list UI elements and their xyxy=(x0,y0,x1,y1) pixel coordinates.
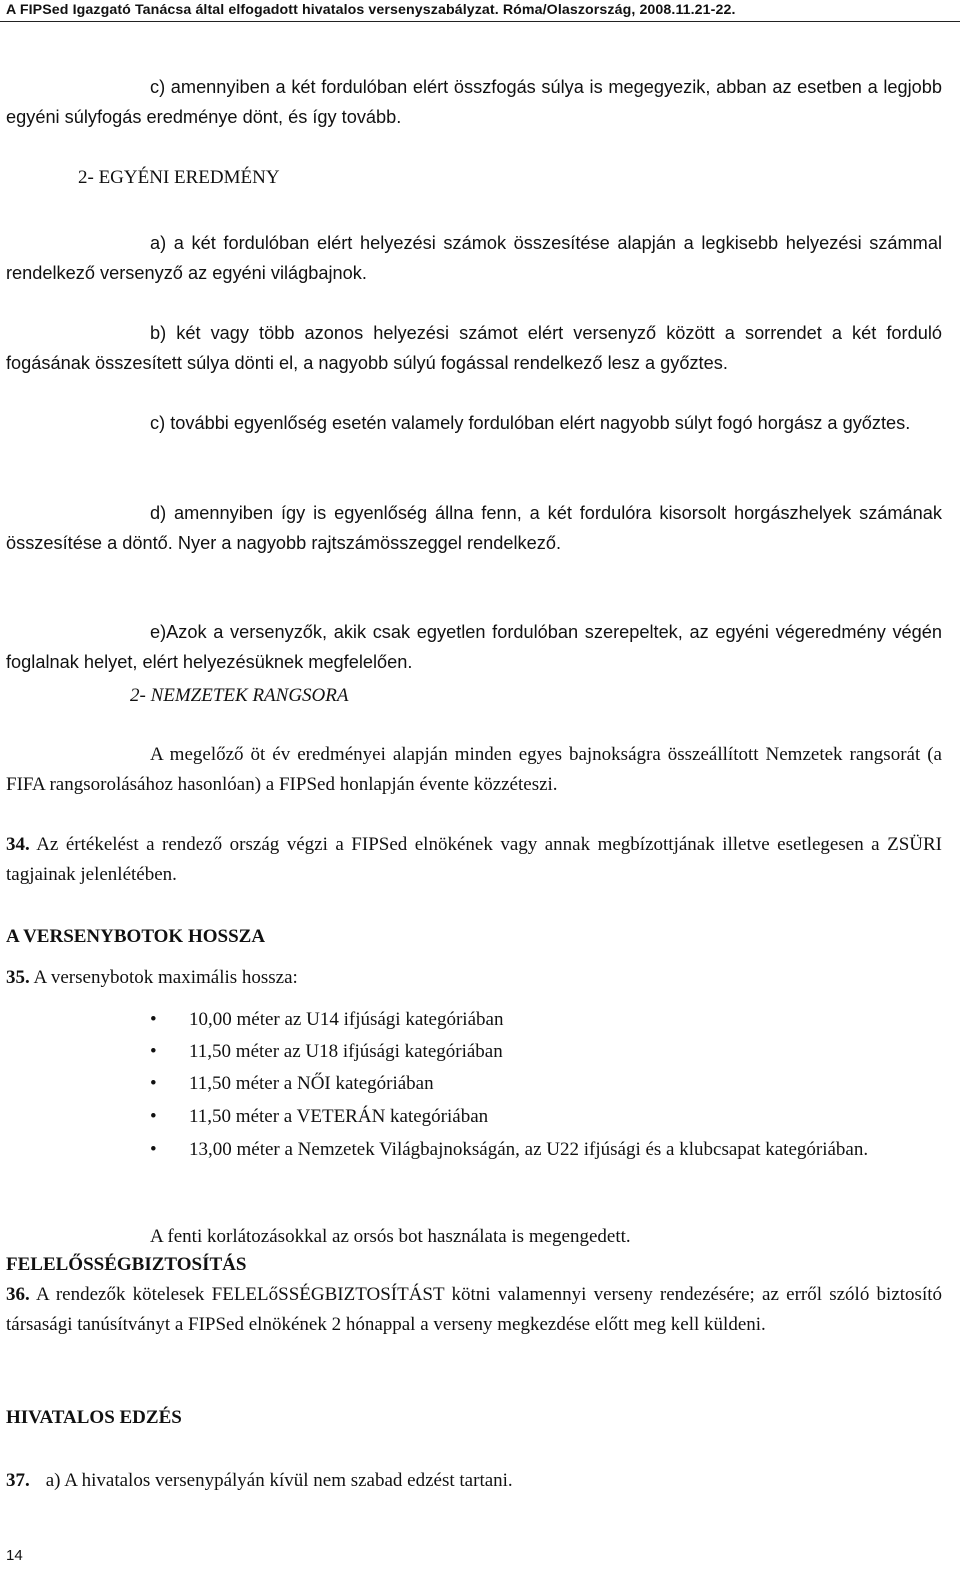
bullet-icon: • xyxy=(150,1073,157,1094)
section-37-number: 37. xyxy=(6,1470,30,1491)
list-item: 11,50 méter az U18 ifjúsági kategóriában xyxy=(189,1041,503,1062)
section-37 xyxy=(6,1466,942,1496)
running-header: A FIPSed Igazgató Tanácsa által elfogadott hivatalos versenyszabályzat. Róma/Olaszország, 2008.11.21-22. xyxy=(6,2,736,18)
section-36-number: 36. xyxy=(6,1284,30,1305)
paragraph-nemzetek: A megelőző öt év eredményei alapján minden egyes bajnokságra összeállított Nemzetek rangsorát (a FIFA rangsorolásához hasonlóan) a FIPSed honlapján évente közzéteszi. xyxy=(6,744,942,795)
page-number: 14 xyxy=(6,1547,23,1564)
paragraph-a: a) a két fordulóban elért helyezési számok összesítése alapján a legkisebb helyezési számmal rendelkező versenyző az egyéni világbajnok. xyxy=(6,233,942,283)
section-37-text: a) A hivatalos versenypályán kívül nem szabad edzést tartani. xyxy=(45,1470,513,1491)
heading-nemzetek-rangsora: 2- NEMZETEK RANGSORA xyxy=(130,685,349,706)
paragraph-c-top: c) amennyiben a két fordulóban elért összfogás súlya is megegyezik, abban az esetben a legjobb egyéni súlyfogás eredménye dönt, és így tovább. xyxy=(6,77,942,127)
bullet-icon: • xyxy=(150,1009,157,1030)
section-35-number: 35. xyxy=(6,967,30,988)
list-item: 10,00 méter az U14 ifjúsági kategóriában xyxy=(189,1009,504,1030)
paragraph-c: c) további egyenlőség esetén valamely fordulóban elért nagyobb súlyt fogó horgász a győztes. xyxy=(150,413,911,433)
section-35 xyxy=(6,963,942,993)
section-36 xyxy=(6,1280,942,1340)
paragraph-d: d) amennyiben így is egyenlőség állna fenn, a két fordulóra kisorsolt horgászhelyek számának összesítése a döntő. Nyer a nagyobb rajtszámösszeggel rendelkező. xyxy=(6,503,942,553)
list-item: 13,00 méter a Nemzetek Világbajnokságán, az U22 ifjúsági és a klubcsapat kategóriában. xyxy=(189,1139,869,1160)
bullet-icon: • xyxy=(150,1106,157,1127)
list-item: 11,50 méter a VETERÁN kategóriában xyxy=(189,1106,489,1127)
heading-versenybotok-hossza: A VERSENYBOTOK HOSSZA xyxy=(6,926,266,947)
paragraph-e: e)Azok a versenyzők, akik csak egyetlen fordulóban szerepeltek, az egyéni végeredmény végén foglalnak helyet, elért helyezésüknek megfelelően. xyxy=(6,622,942,672)
section-34 xyxy=(6,830,942,890)
bullet-icon: • xyxy=(150,1041,157,1062)
section-34-text: Az értékelést a rendező ország végzi a FIPSed elnökének vagy annak megbízottjának illetve esetlegesen a ZSÜRI tagjainak jelenlétében. xyxy=(6,834,942,885)
paragraph-b: b) két vagy több azonos helyezési számot elért versenyző között a sorrendet a két forduló fogásának összesített súlya dönti el, a nagyobb súlyú fogással rendelkező lesz a győztes. xyxy=(6,323,942,373)
heading-hivatalos-edzes: HIVATALOS EDZÉS xyxy=(6,1407,182,1428)
section-34-number: 34. xyxy=(6,834,30,855)
heading-felelossegbiztositas: FELELŐSSÉGBIZTOSÍTÁS xyxy=(6,1254,247,1275)
section-35-text: A versenybotok maximális hossza: xyxy=(33,967,298,988)
heading-egyeni-eredmeny: 2- EGYÉNI EREDMÉNY xyxy=(78,167,280,188)
note-orsos-bot: A fenti korlátozásokkal az orsós bot használata is megengedett. xyxy=(150,1226,631,1247)
list-item: 11,50 méter a NŐI kategóriában xyxy=(189,1073,434,1094)
section-36-text: A rendezők kötelesek FELELőSSÉGBIZTOSÍTÁST kötni valamennyi verseny rendezésére; az erről szóló biztosító társasági tanúsítványt a FIPSed elnökének 2 hónappal a verseny megkezdése előtt meg kell küldeni. xyxy=(6,1284,943,1335)
header-rule xyxy=(0,21,960,22)
bullet-icon: • xyxy=(150,1139,157,1160)
